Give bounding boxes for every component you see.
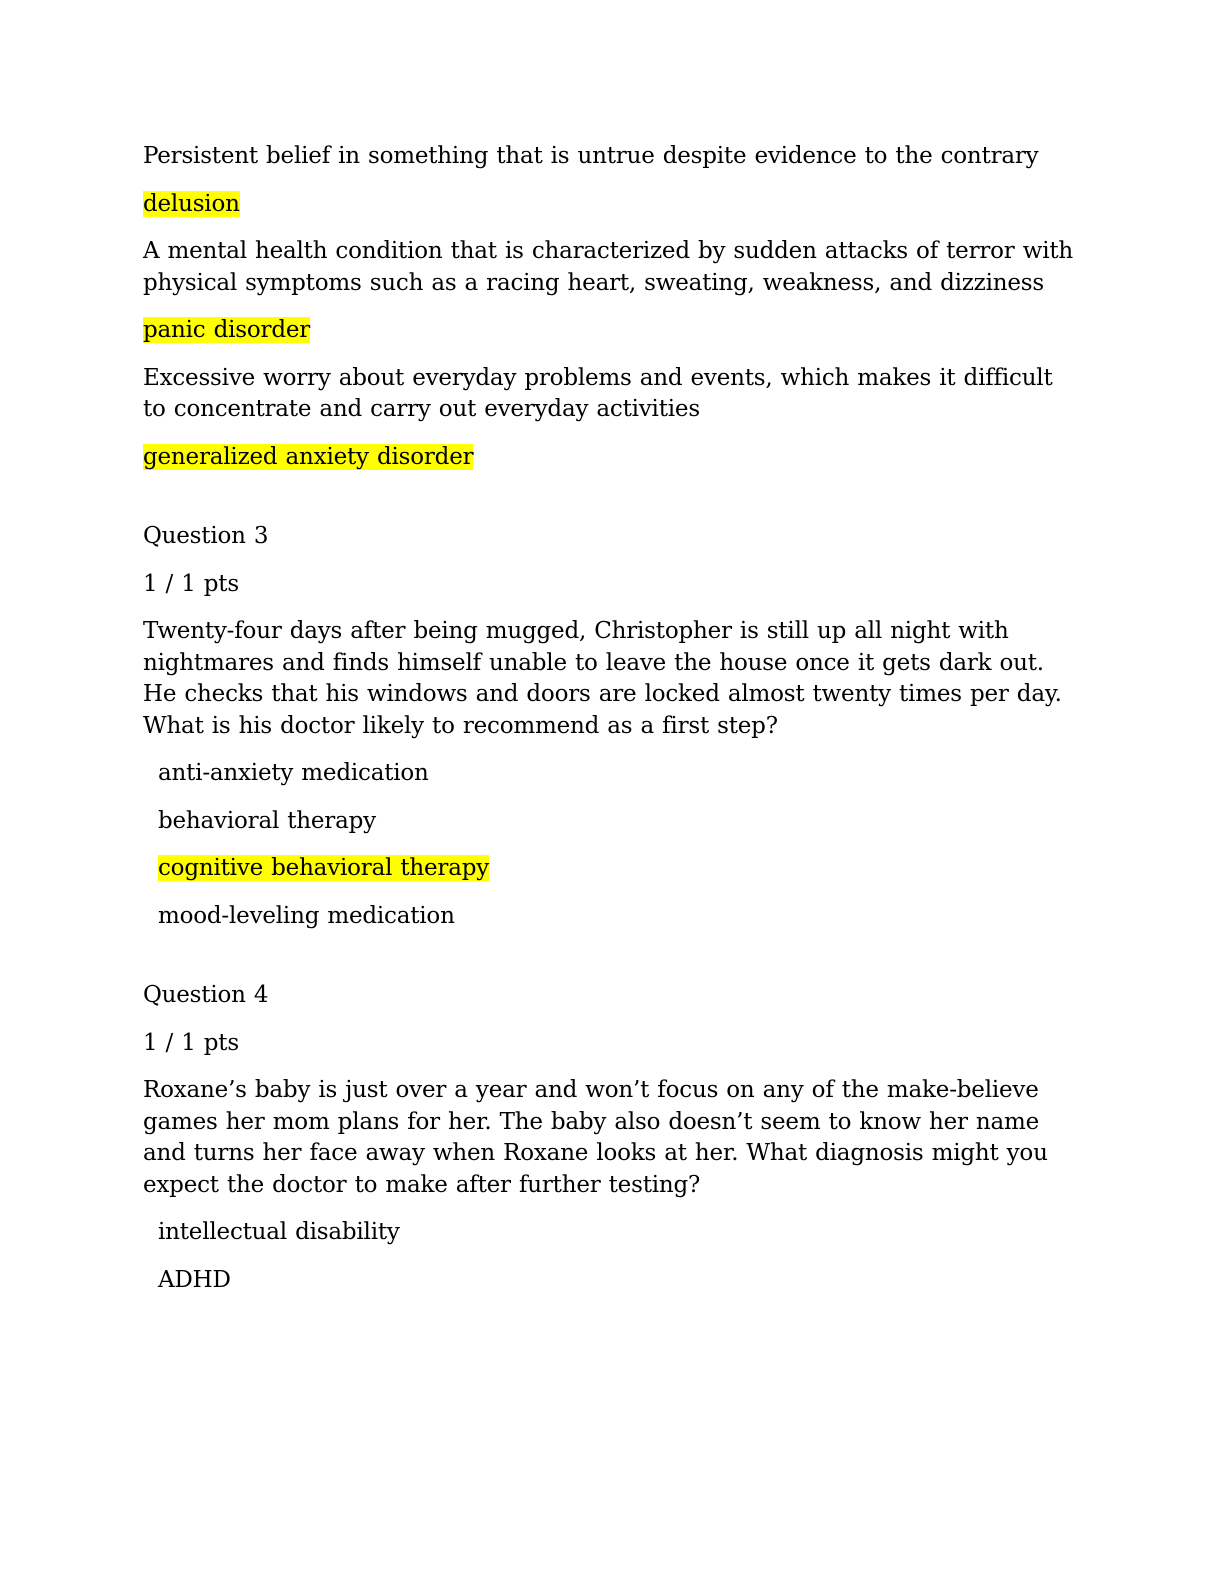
question-prompt: Twenty-four days after being mugged, Christopher is still up all night with nightmares and finds himself unable to leave the house once it gets dark out. He checks that his windows and doors are locked almost twenty times per day. What is his doctor likely to recommend as a first step? [143,618,1062,739]
answer-option[interactable]: ADHD [158,1266,231,1293]
highlighted-answer: generalized anxiety disorder [143,443,474,470]
question-title: Question 4 [143,982,269,1008]
answer-option[interactable]: mood-leveling medication [158,902,455,929]
question-score: 1 / 1 pts [143,570,239,597]
matching-block [143,141,1083,473]
definition-text: A mental health condition that is characterized by sudden attacks of terror with physical symptoms such as a racing heart, sweating, weakness, and dizziness [143,238,1074,296]
answer-option[interactable]: anti-anxiety medication [158,760,429,786]
highlighted-answer: delusion [143,190,240,217]
answer-option-selected[interactable]: cognitive behavioral therapy [158,855,490,881]
question-prompt: Roxane’s baby is just over a year and won’t focus on any of the make-believe games her mom plans for her. The baby also doesn’t seem to know her name and turns her face away when Roxane looks at her. What diagnosis might you expect the doctor to make after further testing? [143,1077,1048,1198]
question-block [143,521,1083,932]
definition-text: Persistent belief in something that is untrue despite evidence to the contrary [143,143,1039,169]
question-block [143,980,1083,1296]
definition-text: Excessive worry about everyday problems and events, which makes it difficult to concentrate and carry out everyday activities [143,364,1053,422]
question-score: 1 / 1 pts [143,1029,239,1056]
document-page [143,141,1083,1312]
highlighted-answer: panic disorder [143,317,311,343]
answer-option[interactable]: intellectual disability [158,1219,400,1245]
question-title: Question 3 [143,523,269,549]
answer-option[interactable]: behavioral therapy [158,807,376,834]
